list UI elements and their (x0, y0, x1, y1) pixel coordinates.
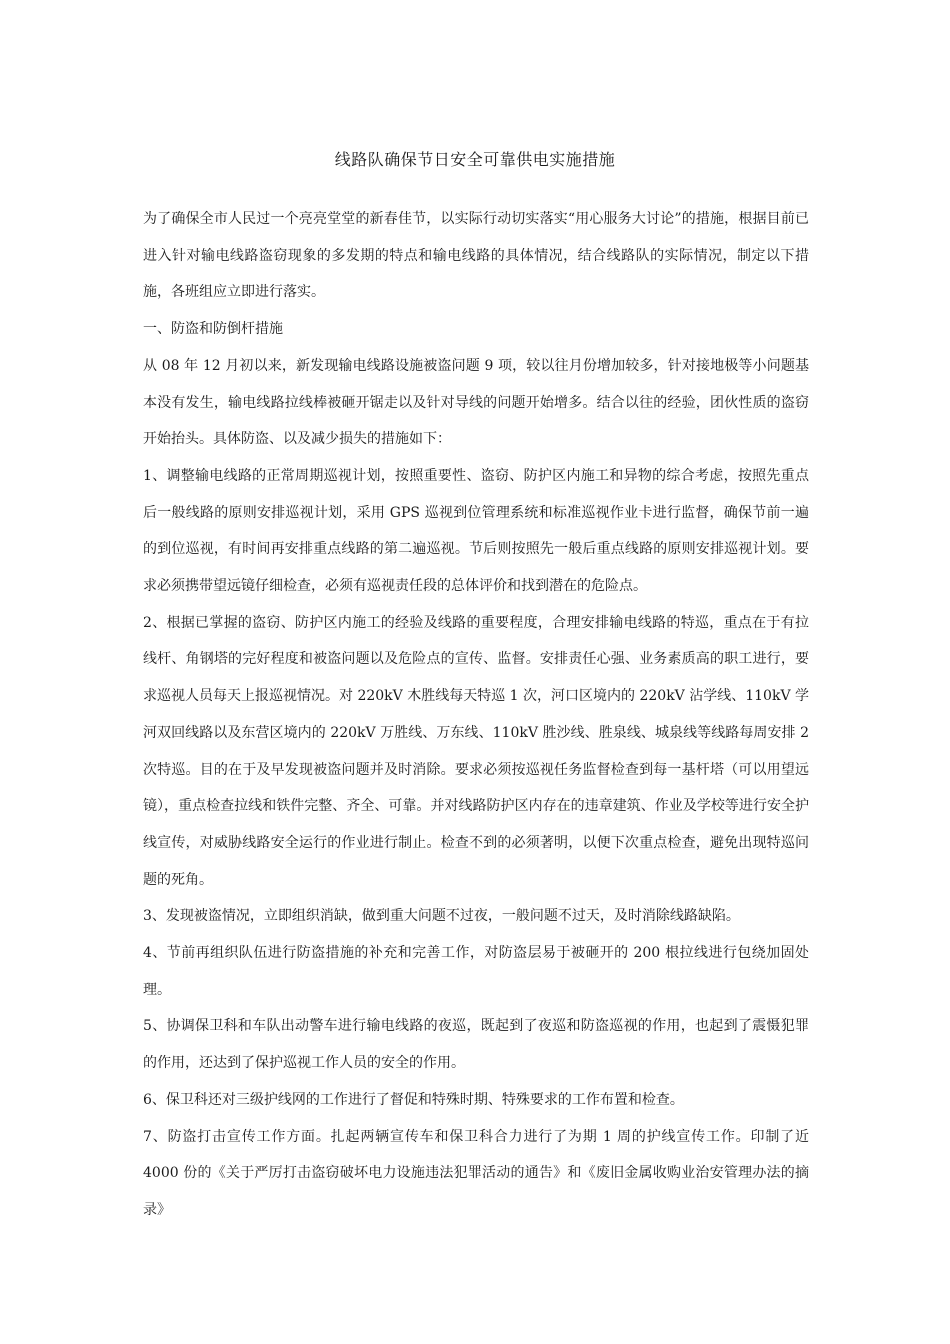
paragraph-intro: 为了确保全市人民过一个亮亮堂堂的新春佳节，以实际行动切实落实“用心服务大讨论”的措施，根据目前已进入针对输电线路盗窃现象的多发期的特点和输电线路的具体情况，结合线路队的实际情况，制定以下措施，各班组应立即进行落实。 (143, 211, 809, 301)
document-body (143, 201, 809, 1229)
measure-item-1: 1、调整输电线路的正常周期巡视计划，按照重要性、盗窃、防护区内施工和异物的综合考虑，按照先重点后一般线路的原则安排巡视计划，采用 GPS 巡视到位管理系统和标准巡视作业卡进行监督，确保节前一遍的到位巡视，有时间再安排重点线路的第二遍巡视。节后则按照先一般后重点线路的原则安排巡视计划。要求必须携带望远镜仔细检查，必须有巡视责任段的总体评价和找到潜在的危险点。 (143, 467, 809, 595)
measure-item-4: 4、节前再组织队伍进行防盗措施的补充和完善工作，对防盗层易于被砸开的 200 根拉线进行包绕加固处理。 (143, 945, 809, 998)
section-heading: 一、防盗和防倒杆措施 (143, 321, 283, 338)
measure-item-2: 2、根据已掌握的盗窃、防护区内施工的经验及线路的重要程度，合理安排输电线路的特巡，重点在于有拉线杆、角钢塔的完好程度和被盗问题以及危险点的宣传、监督。安排责任心强、业务素质高的职工进行，要求巡视人员每天上报巡视情况。对 220kV 木胜线每天特巡 1 次，河口区境内的 220kV 沾学线、110kV 学河双回线路以及东营区境内的 220kV 万胜线、万东线、110kV 胜沙线、胜泉线、城泉线等线路每周安排 2 次特巡。目的在于及早发现被盗问题并及时消除。要求必须按巡视任务监督检查到每一基杆塔（可以用望远镜），重点检查拉线和铁件完整、齐全、可靠。并对线路防护区内存在的违章建筑、作业及学校等进行安全护线宣传，对威胁线路安全运行的作业进行制止。检查不到的必须著明，以便下次重点检查，避免出现特巡问题的死角。 (143, 614, 810, 888)
measure-item-7: 7、防盗打击宣传工作方面。扎起两辆宣传车和保卫科合力进行了为期 1 周的护线宣传工作。印制了近 4000 份的《关于严厉打击盗窃破坏电力设施违法犯罪活动的通告》和《废旧金属收购业治安管理办法的摘录》 (143, 1128, 809, 1218)
document-title: 线路队确保节日安全可靠供电实施措施 (334, 150, 616, 169)
paragraph-background: 从 08 年 12 月初以来，新发现输电线路设施被盗问题 9 项，较以往月份增加较多，针对接地极等小问题基本没有发生，输电线路拉线棒被砸开锯走以及针对导线的问题开始增多。结合以往的经验，团伙性质的盗窃开始抬头。具体防盗、以及减少损失的措施如下： (143, 357, 809, 448)
measure-item-6: 6、保卫科还对三级护线网的工作进行了督促和特殊时期、特殊要求的工作布置和检查。 (143, 1091, 684, 1108)
measure-item-3: 3、发现被盗情况，立即组织消缺，做到重大问题不过夜，一般问题不过天，及时消除线路缺陷。 (143, 908, 740, 925)
measure-item-5: 5、协调保卫科和车队出动警车进行输电线路的夜巡，既起到了夜巡和防盗巡视的作用，也起到了震慑犯罪的作用，还达到了保护巡视工作人员的安全的作用。 (143, 1018, 809, 1072)
